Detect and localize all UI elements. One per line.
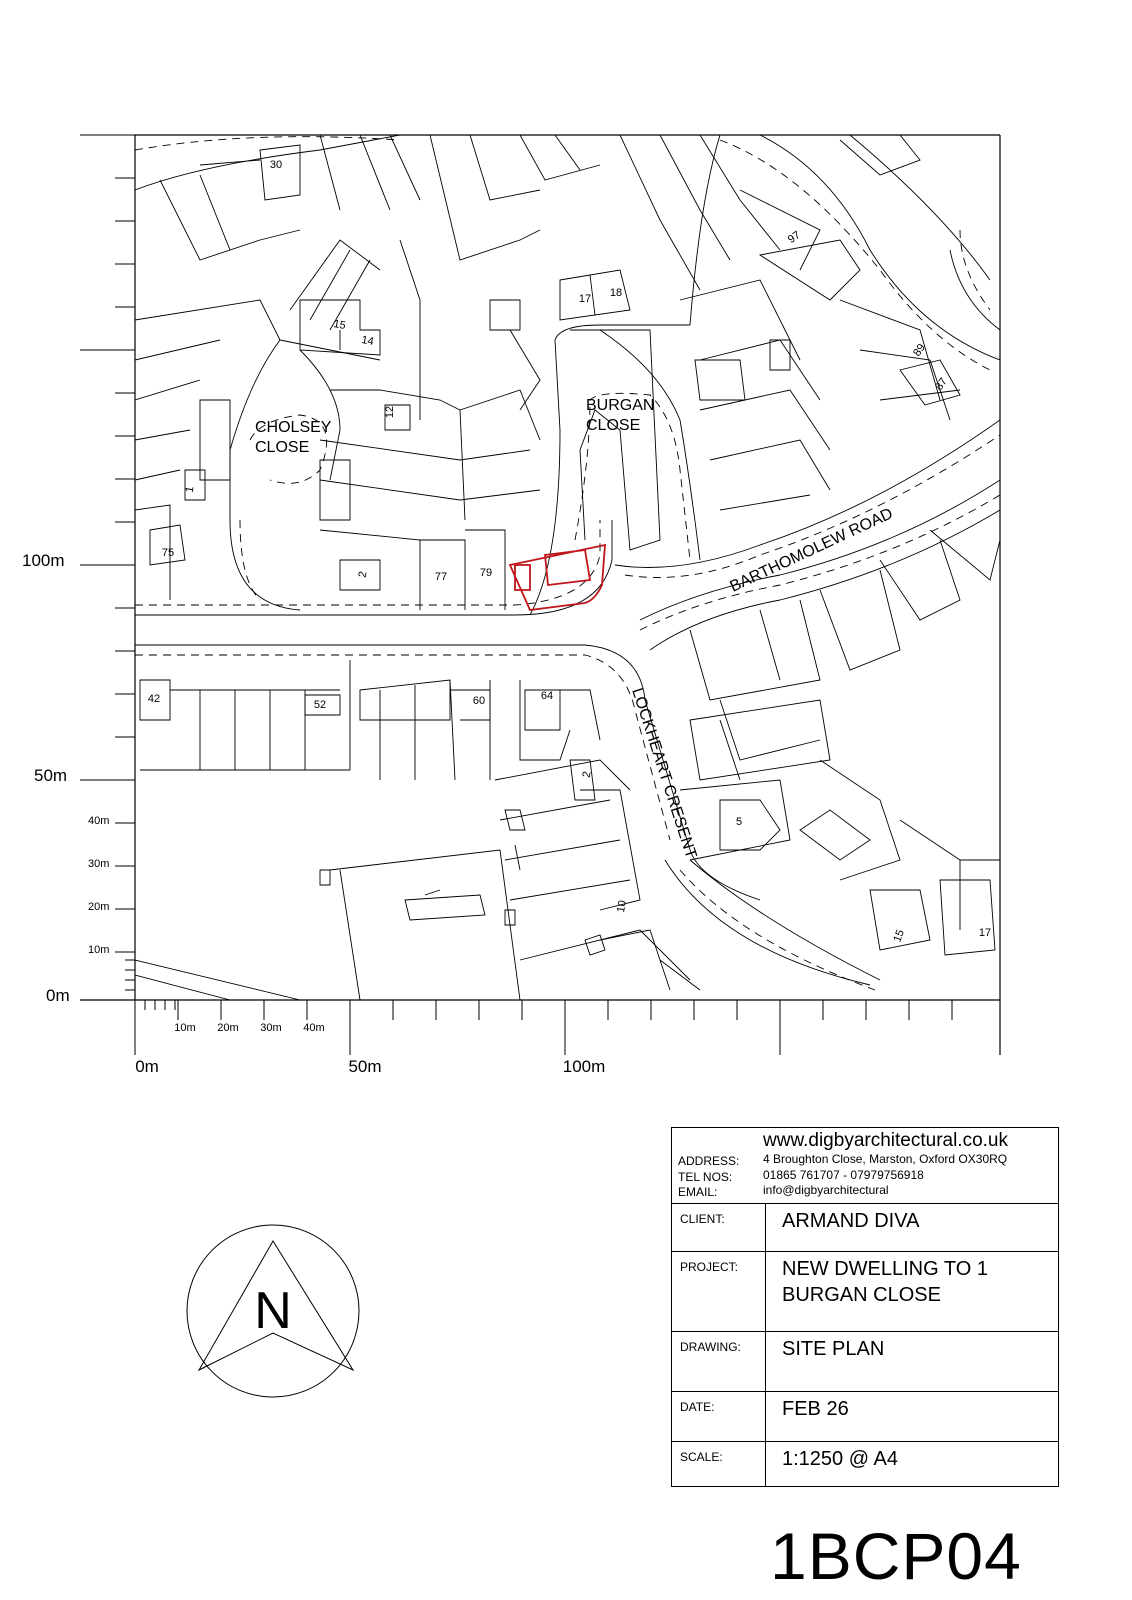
scale-label-x-30m: 30m — [260, 1022, 282, 1034]
house-number: 77 — [434, 571, 448, 583]
north-arrow — [187, 1225, 359, 1397]
house-number: 87 — [933, 375, 950, 393]
house-number: 17 — [978, 927, 992, 939]
house-number: 75 — [161, 547, 175, 559]
scale-label: SCALE: — [680, 1450, 723, 1464]
house-number: 17 — [578, 293, 592, 305]
title-block-header — [672, 1128, 1058, 1204]
house-number: 14 — [360, 334, 375, 349]
cholsey-terrace — [185, 300, 380, 520]
plot-boundaries — [135, 135, 1000, 1000]
date-row — [672, 1392, 1058, 1442]
address-label: ADDRESS: — [678, 1154, 740, 1168]
scale-value: 1:1250 @ A4 — [782, 1448, 898, 1470]
date-label: DATE: — [680, 1400, 715, 1414]
horizontal-scale-bar — [135, 1000, 952, 1055]
house-number: 18 — [609, 287, 623, 299]
house-number: 52 — [313, 699, 327, 711]
house-number: 2 — [580, 770, 594, 779]
drawing-row — [672, 1332, 1058, 1392]
scale-row — [672, 1442, 1058, 1487]
scale-label-10m: 10m — [88, 944, 110, 956]
scale-label-x-0m: 0m — [135, 1057, 159, 1076]
house-number: 12 — [384, 405, 396, 419]
client-row — [672, 1204, 1058, 1252]
label-cholsey-close-line1: CHOLSEY — [255, 419, 332, 436]
drawing-number: 1BCP04 — [770, 1519, 1022, 1593]
email-label: EMAIL: — [678, 1185, 718, 1199]
date-value: FEB 26 — [782, 1398, 849, 1420]
project-row — [672, 1252, 1058, 1332]
scale-label-x-50m: 50m — [348, 1057, 382, 1076]
house-number: 15 — [891, 928, 907, 944]
company-website: www.digbyarchitectural.co.uk — [763, 1130, 1008, 1151]
client-value: ARMAND DIVA — [782, 1210, 920, 1232]
house-number: 15 — [332, 318, 347, 333]
address-value: 4 Broughton Close, Marston, Oxford OX30RQ — [763, 1152, 1008, 1166]
horizontal-scale-labels — [135, 1022, 605, 1076]
scale-label-20m: 20m — [88, 901, 110, 913]
house-number: 42 — [147, 693, 161, 705]
street-labels — [255, 397, 896, 861]
house-number: 30 — [269, 159, 283, 171]
label-burgan-close-line2: CLOSE — [586, 417, 641, 434]
label-lockheart-cresent: LOCKHEART CRESENT — [628, 685, 700, 861]
scale-label-x-10m: 10m — [174, 1022, 196, 1034]
label-cholsey-close-line2: CLOSE — [255, 439, 310, 456]
label-burgan-close-line1: BURGAN — [586, 397, 655, 414]
house-number: 60 — [472, 695, 486, 707]
scale-label-x-40m: 40m — [303, 1022, 325, 1034]
north-letter: N — [254, 1282, 292, 1340]
site-boundary — [510, 545, 605, 610]
label-barthomolew-road: BARTHOMOLEW ROAD — [727, 505, 896, 596]
house-number: 10 — [615, 899, 630, 914]
house-number: 97 — [785, 229, 803, 246]
email-value: info@digbyarchitectural — [763, 1183, 889, 1197]
house-number: 79 — [479, 567, 493, 579]
project-label: PROJECT: — [680, 1260, 739, 1274]
burgan-terrace — [570, 330, 790, 550]
roads — [135, 135, 1000, 985]
drawing-value: SITE PLAN — [782, 1338, 885, 1360]
scale-label-50m: 50m — [34, 766, 68, 785]
scale-label-40m: 40m — [88, 815, 110, 827]
tel-value: 01865 761707 - 07979756918 — [763, 1168, 924, 1182]
vertical-scale-labels — [22, 551, 109, 1005]
scale-label-0m: 0m — [46, 986, 70, 1005]
scale-label-100m: 100m — [22, 551, 65, 570]
client-label: CLIENT: — [680, 1212, 725, 1226]
house-number: 2 — [356, 570, 370, 579]
project-value: NEW DWELLING TO 1 BURGAN CLOSE — [782, 1258, 988, 1306]
house-number: 64 — [540, 690, 554, 702]
title-block — [671, 1127, 1059, 1487]
kerb-lines — [135, 137, 1000, 990]
scale-label-x-100m: 100m — [562, 1057, 606, 1076]
scale-label-x-20m: 20m — [217, 1022, 239, 1034]
tel-label: TEL NOS: — [678, 1170, 733, 1184]
house-number: 5 — [735, 816, 743, 828]
drawing-label: DRAWING: — [680, 1340, 741, 1354]
house-number: 89 — [911, 341, 928, 359]
map-frame — [80, 135, 1000, 1055]
scale-label-30m: 30m — [88, 858, 110, 870]
map-linework — [135, 135, 1000, 1000]
house-number: 1 — [183, 485, 197, 494]
